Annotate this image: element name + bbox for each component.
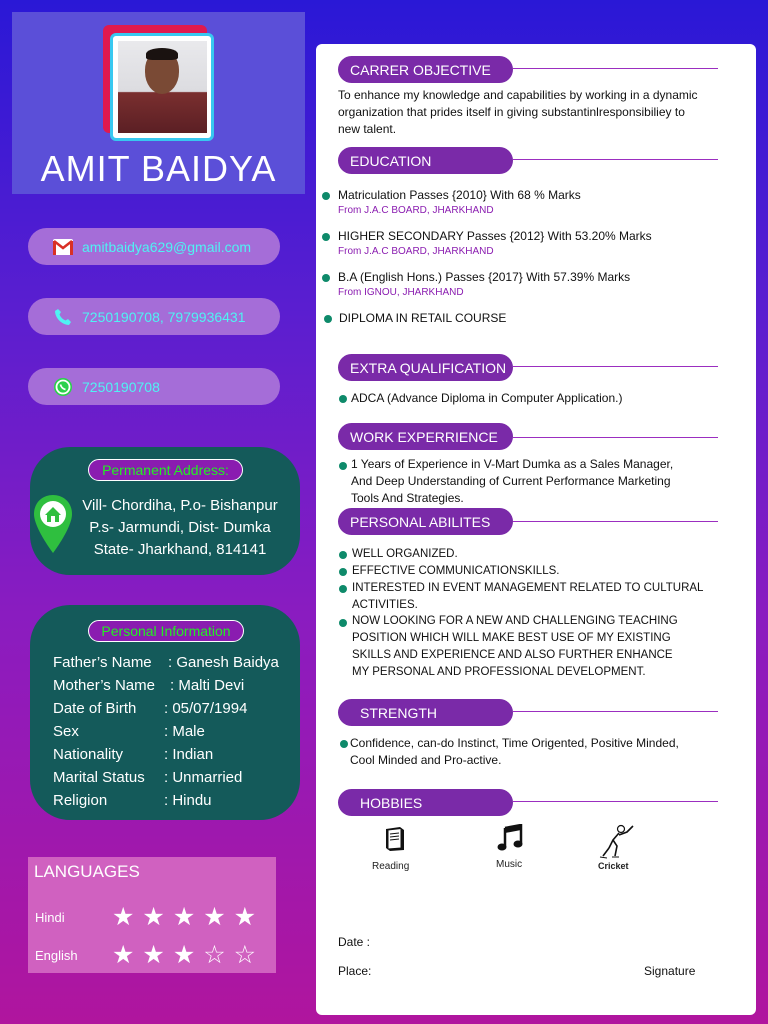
bullet-dot bbox=[322, 233, 330, 241]
cricket-player-icon bbox=[597, 824, 635, 865]
bullet-dot bbox=[340, 740, 348, 748]
bullet-dot bbox=[339, 462, 347, 470]
bullet-dot bbox=[322, 192, 330, 200]
languages-title: LANGUAGES bbox=[34, 862, 140, 881]
ability-line: INTERESTED IN EVENT MANAGEMENT RELATED TO CULTURAL bbox=[352, 582, 704, 594]
info-row-nationality bbox=[53, 743, 279, 766]
music-note-icon bbox=[497, 824, 523, 857]
book-icon bbox=[382, 826, 408, 857]
bullet-dot bbox=[339, 551, 347, 559]
education-item: Matriculation Passes {2010} With 68 % Marks bbox=[338, 188, 581, 202]
section-divider bbox=[513, 711, 718, 712]
whatsapp-pill[interactable] bbox=[28, 368, 280, 405]
section-divider bbox=[513, 801, 718, 802]
email-pill[interactable] bbox=[28, 228, 280, 265]
section-divider bbox=[513, 366, 718, 367]
info-value: : 05/07/1994 bbox=[164, 700, 248, 717]
info-key: Date of Birth bbox=[53, 700, 137, 717]
info-key: Nationality bbox=[53, 746, 124, 763]
education-item: B.A (English Hons.) Passes {2017} With 57.39% Marks bbox=[338, 270, 631, 284]
info-value: : Malti Devi bbox=[170, 677, 245, 694]
info-value: : Hindu bbox=[164, 792, 212, 809]
phone-text: 7250190708, 7979936431 bbox=[82, 308, 246, 325]
personal-info-title: Personal Information bbox=[88, 620, 244, 642]
address-title: Permanent Address: bbox=[88, 459, 243, 481]
education-board: From J.A.C BOARD, JHARKHAND bbox=[338, 246, 494, 257]
info-key: Sex bbox=[53, 723, 79, 740]
whatsapp-text: 7250190708 bbox=[82, 378, 160, 395]
email-text: amitbaidya629@gmail.com bbox=[82, 238, 252, 255]
objective-line: organization that prides itself in giving substantinlresponsibiliey to bbox=[338, 105, 685, 119]
hobby-label: Cricket bbox=[598, 861, 629, 871]
info-key: Marital Status bbox=[53, 769, 145, 786]
objective-line: To enhance my knowledge and capabilities by working in a dynamic bbox=[338, 88, 698, 102]
ability-item: WELL ORGANIZED. bbox=[352, 548, 458, 560]
info-row-sex bbox=[53, 720, 279, 743]
education-item: DIPLOMA IN RETAIL COURSE bbox=[339, 311, 507, 325]
section-header-education: EDUCATION bbox=[338, 147, 513, 174]
address-line: State- Jharkhand, 814141 bbox=[93, 541, 267, 558]
bullet-dot bbox=[339, 395, 347, 403]
info-value: : Ganesh Baidya bbox=[168, 654, 279, 671]
ability-line: MY PERSONAL AND PROFESSIONAL DEVELOPMENT. bbox=[352, 666, 646, 678]
gmail-icon bbox=[52, 236, 74, 258]
info-row-marital bbox=[53, 766, 279, 789]
info-value: : Male bbox=[164, 723, 205, 740]
education-board: From J.A.C BOARD, JHARKHAND bbox=[338, 205, 494, 216]
section-header-objective: CARRER OBJECTIVE bbox=[338, 56, 513, 83]
info-row-mother bbox=[53, 674, 279, 697]
ability-item bbox=[352, 613, 678, 681]
objective-line: new talent. bbox=[338, 122, 397, 136]
signature-label: Signature bbox=[644, 964, 696, 978]
whatsapp-icon bbox=[52, 376, 74, 398]
address-line: P.s- Jarmundi, Dist- Dumka bbox=[89, 519, 271, 536]
section-divider bbox=[513, 159, 718, 160]
work-line: And Deep Understanding of Current Performance Marketing bbox=[351, 474, 671, 488]
info-row-religion bbox=[53, 789, 279, 812]
info-row-dob bbox=[53, 697, 279, 720]
hobby-label: Reading bbox=[372, 861, 410, 872]
section-divider bbox=[513, 521, 718, 522]
work-experience-text bbox=[351, 456, 673, 507]
bullet-dot bbox=[339, 619, 347, 627]
phone-icon bbox=[52, 306, 74, 328]
address-line: Vill- Chordiha, P.o- Bishanpur bbox=[82, 497, 278, 514]
info-key: Mother’s Name bbox=[53, 677, 155, 694]
strength-line: Confidence, can-do Instinct, Time Origented, Positive Minded, bbox=[350, 736, 679, 750]
section-header-hobbies: HOBBIES bbox=[338, 789, 513, 816]
info-value: : Indian bbox=[164, 746, 214, 763]
work-line: Tools And Strategies. bbox=[351, 491, 464, 505]
phone-pill[interactable] bbox=[28, 298, 280, 335]
bullet-dot bbox=[322, 274, 330, 282]
section-header-work-experience: WORK EXPERRIENCE bbox=[338, 423, 513, 450]
language-rating-stars: ★★★★★ bbox=[112, 903, 265, 931]
address-lines bbox=[70, 495, 290, 561]
ability-line: POSITION WHICH WILL MAKE BEST USE OF MY EXISTING bbox=[352, 632, 671, 644]
place-label: Place: bbox=[338, 964, 372, 978]
extra-qualification-item: ADCA (Advance Diploma in Computer Application.) bbox=[351, 391, 623, 405]
section-divider bbox=[513, 68, 718, 69]
ability-item bbox=[352, 580, 703, 614]
ability-line: SKILLS AND EXPERIENCE AND ALSO FURTHER ENHANCE bbox=[352, 649, 673, 661]
info-value: : Unmarried bbox=[164, 769, 243, 786]
strength-line: Cool Minded and Pro-active. bbox=[350, 753, 502, 767]
date-label: Date : bbox=[338, 935, 371, 949]
bullet-dot bbox=[324, 315, 332, 323]
info-key: Father’s Name bbox=[53, 654, 152, 671]
hobby-label: Music bbox=[496, 859, 523, 870]
bullet-dot bbox=[339, 568, 347, 576]
section-header-extra-qualification: EXTRA QUALIFICATION bbox=[338, 354, 513, 381]
education-item: HIGHER SECONDARY Passes {2012} With 53.20% Marks bbox=[338, 229, 652, 243]
bullet-dot bbox=[339, 585, 347, 593]
education-board: From IGNOU, JHARKHAND bbox=[338, 287, 464, 298]
info-key: Religion bbox=[53, 792, 108, 809]
personal-info-list bbox=[53, 651, 279, 812]
candidate-name: AMIT BAIDYA bbox=[40, 148, 277, 189]
location-pin-icon bbox=[34, 495, 72, 558]
info-row-father bbox=[53, 651, 279, 674]
ability-item: EFFECTIVE COMMUNICATIONSKILLS. bbox=[352, 565, 560, 577]
language-rating-stars: ★★★☆☆ bbox=[112, 941, 265, 969]
language-name: English bbox=[35, 948, 78, 963]
profile-photo-hair bbox=[146, 48, 178, 60]
section-header-abilities: PERSONAL ABILITES bbox=[338, 508, 513, 535]
ability-line: NOW LOOKING FOR A NEW AND CHALLENGING TEACHING bbox=[352, 615, 678, 627]
strength-text bbox=[350, 735, 679, 769]
section-header-strength: STRENGTH bbox=[338, 699, 513, 726]
language-name: Hindi bbox=[35, 910, 65, 925]
section-divider bbox=[513, 437, 718, 438]
ability-line: ACTIVITIES. bbox=[352, 599, 418, 611]
work-line: 1 Years of Experience in V-Mart Dumka as a Sales Manager, bbox=[351, 457, 674, 471]
objective-text bbox=[338, 87, 748, 138]
